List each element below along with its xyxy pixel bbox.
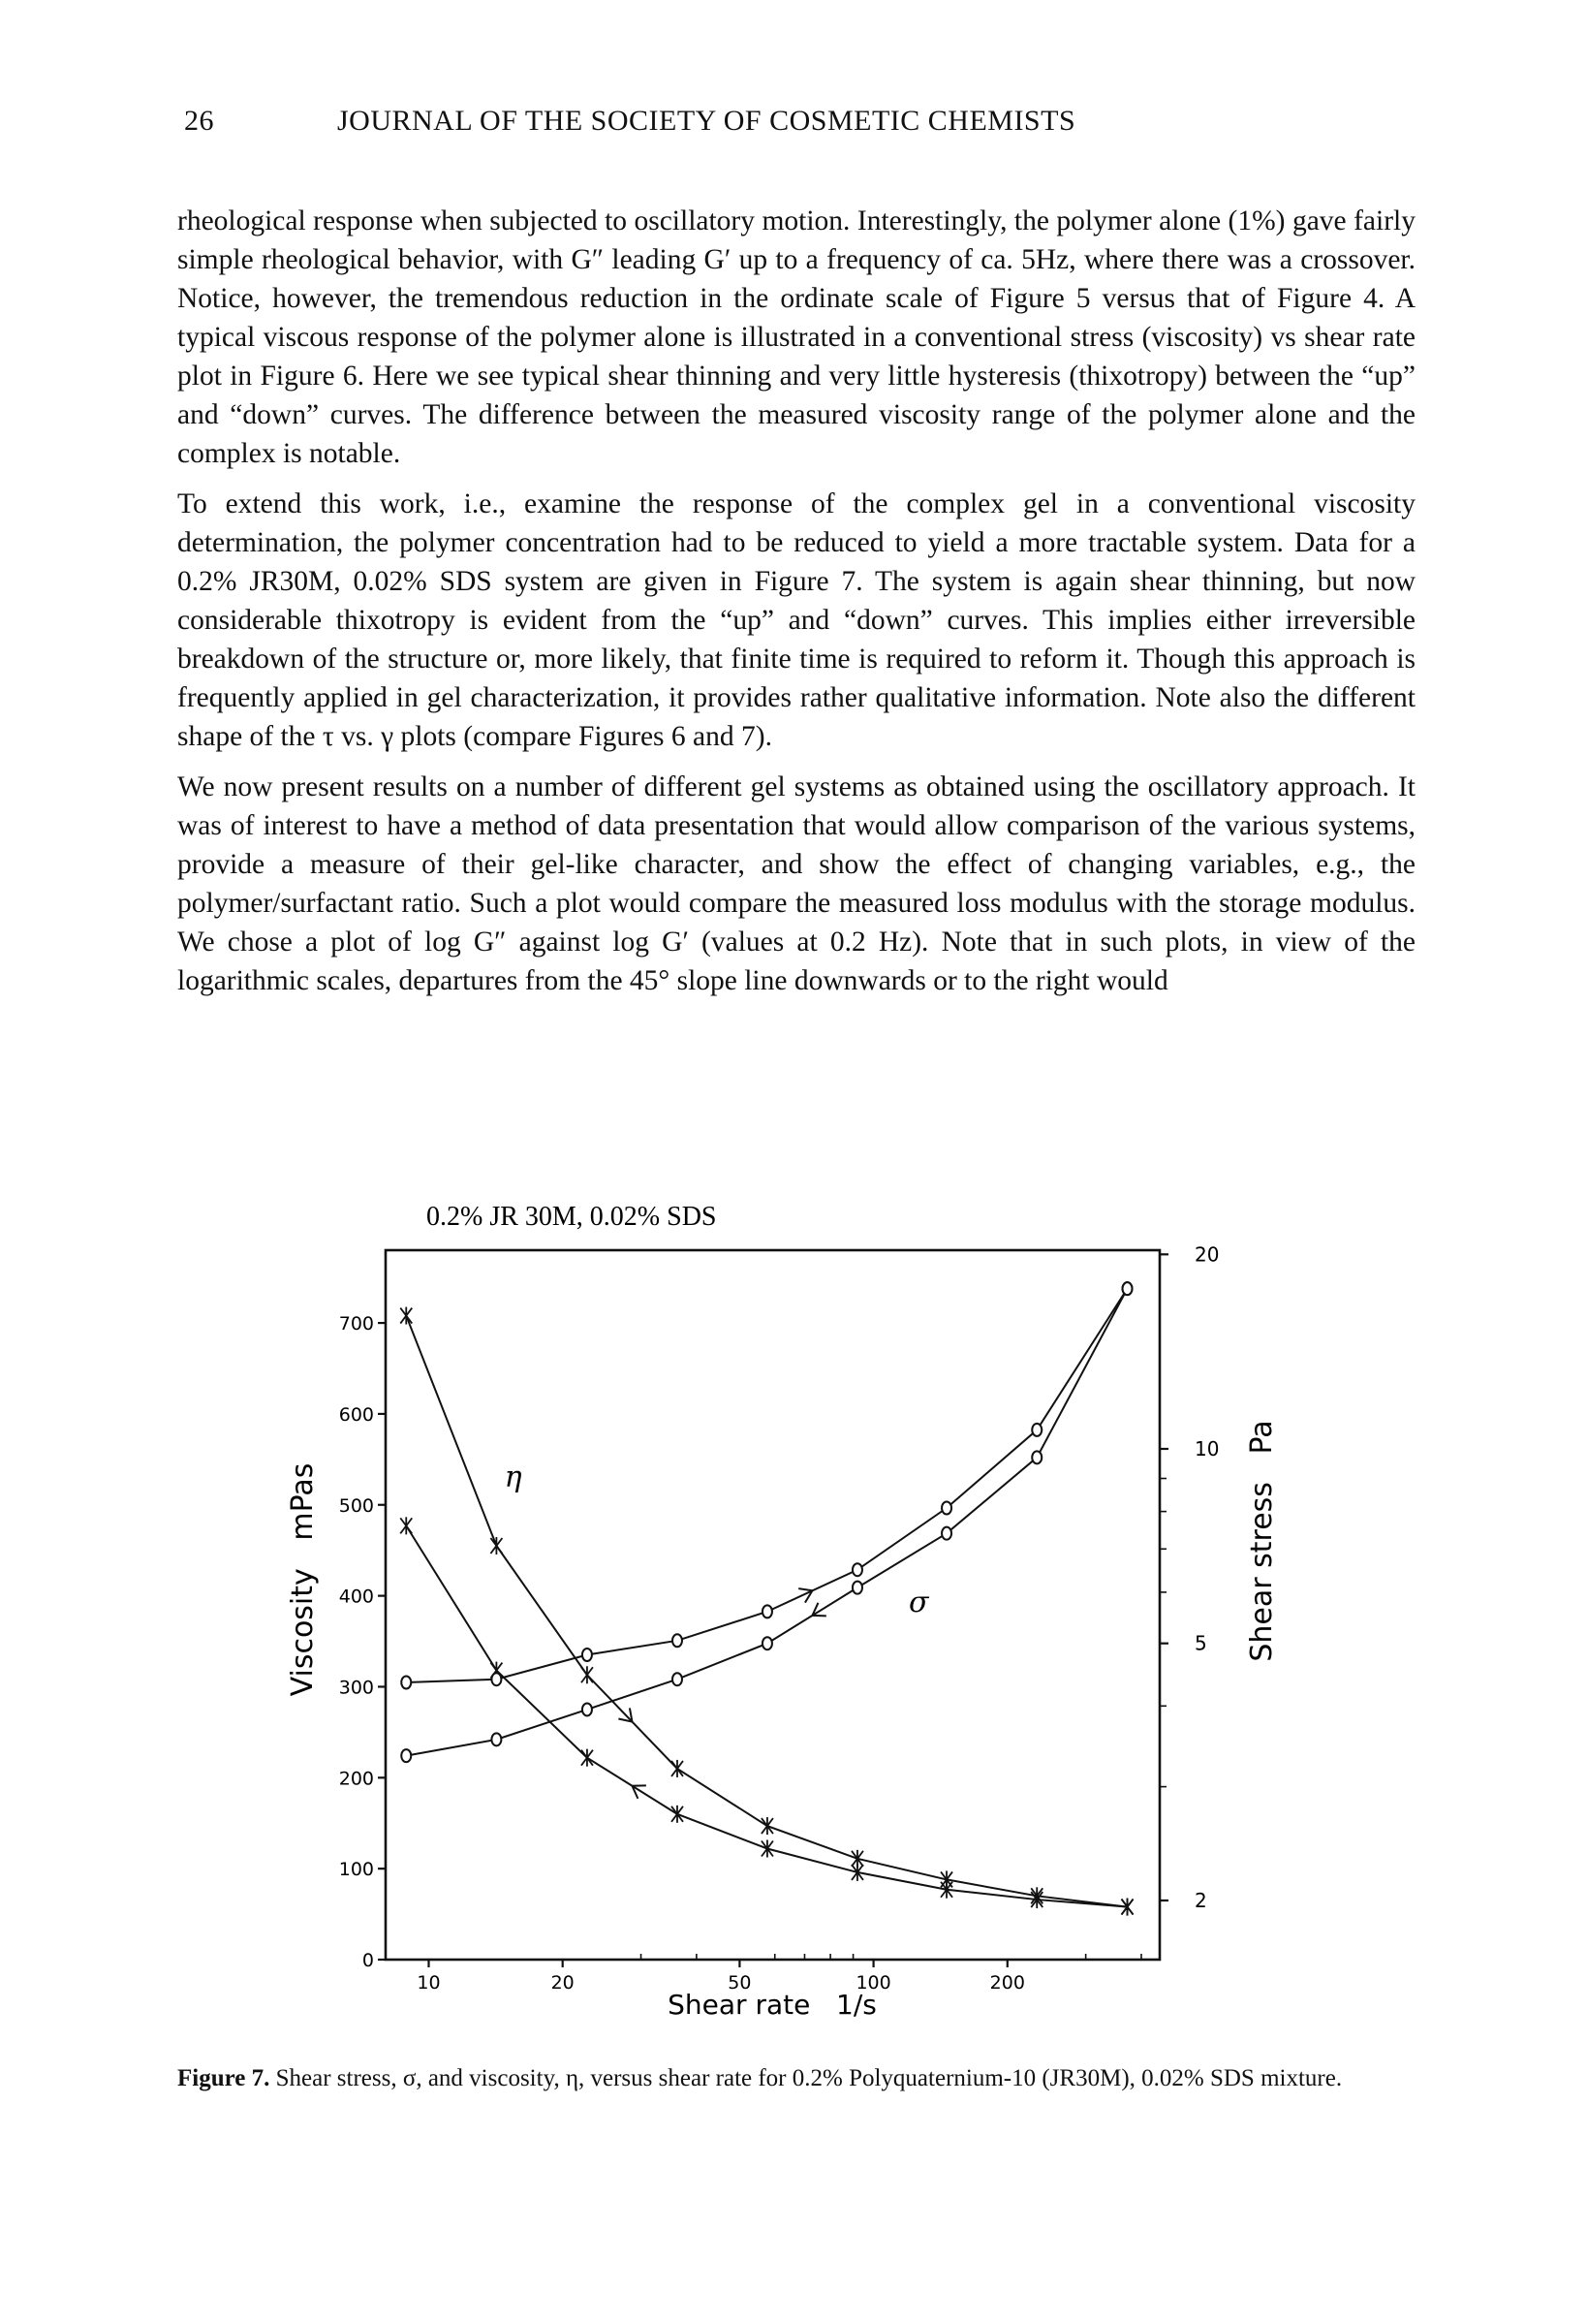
data-point-circle <box>762 1637 772 1649</box>
page-number: 26 <box>184 105 214 137</box>
y-tick-label: 200 <box>338 1768 374 1790</box>
data-point-circle <box>672 1634 682 1647</box>
data-point-star <box>400 1517 412 1534</box>
data-point-circle <box>672 1673 682 1685</box>
data-point-circle <box>491 1673 501 1685</box>
x-tick-label: 20 <box>550 1972 575 1994</box>
figure-7 <box>0 1192 1587 2045</box>
viscosity-shear-stress-chart <box>0 1192 1587 2045</box>
figure-caption <box>177 2062 1416 2095</box>
data-point-star <box>671 1806 683 1823</box>
data-point-circle <box>853 1563 862 1576</box>
chart-title: 0.2% JR 30M, 0.02% SDS <box>426 1202 717 1232</box>
x-tick-label: 10 <box>417 1972 441 1994</box>
x-tick-label: 200 <box>989 1972 1025 1994</box>
y-tick-label: 400 <box>338 1586 374 1608</box>
data-point-star <box>581 1666 593 1683</box>
x-axis-label: Shear rate 1/s <box>668 1989 877 2021</box>
data-point-circle <box>1032 1451 1042 1463</box>
data-point-circle <box>582 1649 592 1661</box>
y2-tick-label: 10 <box>1195 1437 1220 1461</box>
data-point-circle <box>853 1582 862 1594</box>
y-tick-label: 300 <box>338 1677 374 1699</box>
data-point-circle <box>1032 1424 1042 1436</box>
plot-frame <box>386 1250 1160 1960</box>
paragraph: We now present results on a number of different gel systems as obtained using the oscillatory approach. It was of interest to have a method of data presentation that would allow comparison of the various systems, provide a measure of their gel-like character, and show the effect of changing variables, e.g., the polymer/surfactant ratio. Such a plot would compare the measured loss modulus with the storage modulus. We chose a plot of log G″ against log G′ (values at 0.2 Hz). Note that in such plots, in view of the logarithmic scales, departures from the 45° slope line downwards or to the right would <box>177 771 1416 996</box>
paragraph: To extend this work, i.e., examine the response of the complex gel in a conventional viscosity determination, the polymer concentration had to be reduced to yield a more tractable system. Data for a 0.2% JR30M, 0.02% SDS system are given in Figure 7. The system is again shear thinning, but now considerable thixotropy is evident from the “up” and “down” curves. This implies either irreversible breakdown of the structure or, more likely, that finite time is required to reform it. Though this approach is frequently applied in gel characterization, it provides rather qualitative information. Note also the different shape of the τ vs. γ plots (compare Figures 6 and 7). <box>177 488 1416 752</box>
eta-annotation: η <box>504 1460 522 1494</box>
data-point-circle <box>582 1703 592 1715</box>
body-text <box>177 202 1416 1012</box>
x-tick-label: 50 <box>728 1972 752 1994</box>
caption-text: Shear stress, σ, and viscosity, η, versus shear rate for 0.2% Polyquaternium-10 (JR30M), 0.02% SDS mixture. <box>269 2065 1343 2091</box>
y-axis-label: Viscosity mPas <box>286 1462 320 1697</box>
y2-axis-label: Shear stress Pa <box>1245 1420 1279 1662</box>
series-line--down <box>406 1289 1127 1756</box>
y-tick-label: 600 <box>338 1403 374 1426</box>
data-point-star <box>490 1537 502 1555</box>
y-tick-label: 100 <box>338 1859 374 1881</box>
data-point-circle <box>942 1502 951 1515</box>
y-tick-label: 500 <box>338 1494 374 1517</box>
data-point-circle <box>491 1733 501 1745</box>
data-point-circle <box>942 1527 951 1540</box>
data-point-star <box>762 1817 773 1835</box>
y2-tick-label: 20 <box>1195 1242 1220 1267</box>
caption-label: Figure 7. <box>177 2065 270 2091</box>
data-point-star <box>581 1749 593 1767</box>
sigma-annotation: σ <box>908 1585 929 1619</box>
data-point-circle <box>1123 1282 1133 1295</box>
y-tick-label: 700 <box>338 1313 374 1335</box>
data-point-circle <box>401 1677 411 1689</box>
data-point-star <box>671 1760 683 1777</box>
journal-title: JOURNAL OF THE SOCIETY OF COSMETIC CHEMISTS <box>337 105 1076 137</box>
data-point-star <box>762 1840 773 1858</box>
x-tick-label: 100 <box>856 1972 891 1994</box>
data-point-circle <box>401 1749 411 1762</box>
y2-tick-label: 2 <box>1195 1888 1207 1912</box>
y2-tick-label: 5 <box>1195 1631 1207 1655</box>
data-point-circle <box>762 1605 772 1617</box>
paragraph: rheological response when subjected to oscillatory motion. Interestingly, the polymer alone (1%) gave fairly simple rheological behavior, with G″ leading G′ up to a frequency of ca. 5Hz, where there was a crossover. Notice, however, the tremendous reduction in the ordinate scale of Figure 5 versus that of Figure 4. A typical viscous response of the polymer alone is illustrated in a conventional stress (viscosity) vs shear rate plot in Figure 6. Here we see typical shear thinning and very little hysteresis (thixotropy) between the “up” and “down” curves. The difference between the measured viscosity range of the polymer alone and the complex is notable. <box>177 205 1416 469</box>
y-tick-label: 0 <box>361 1950 374 1971</box>
data-point-star <box>400 1307 412 1325</box>
